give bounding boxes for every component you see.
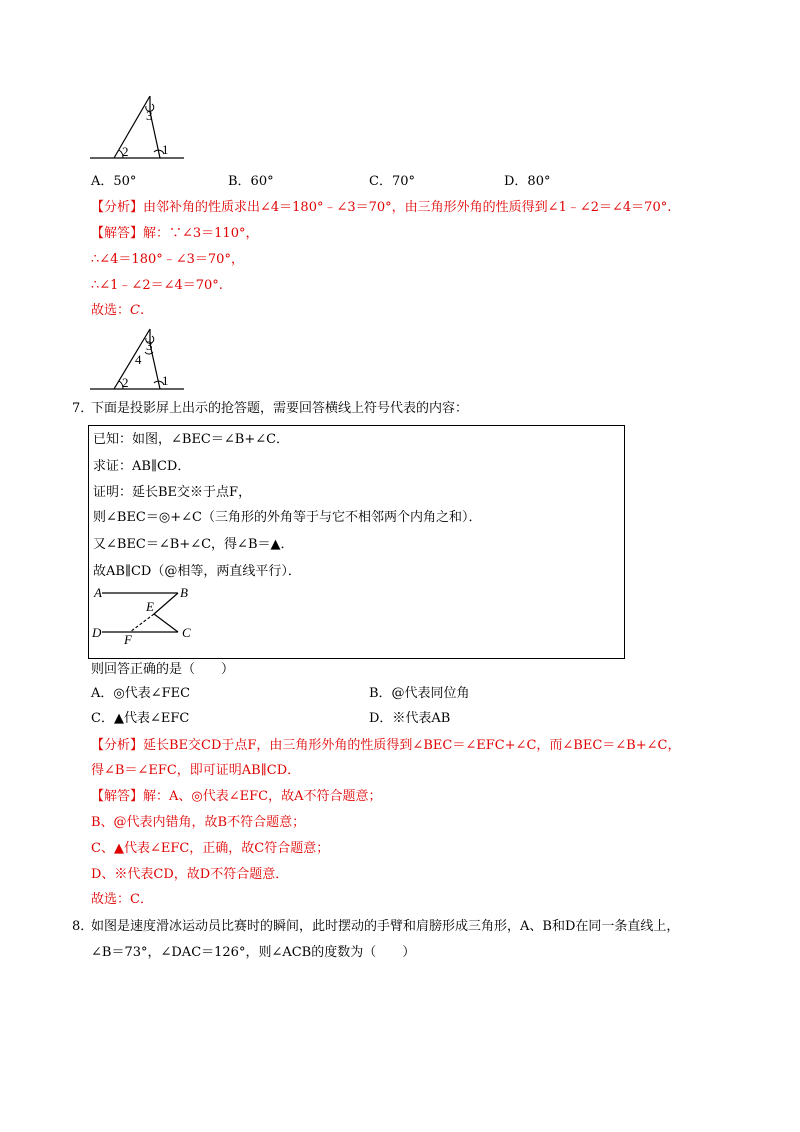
q7-solution-line-5: 故选：C． [91,892,153,907]
box-proof-line-4: 故AB∥CD（@相等，两直线平行）． [93,564,301,579]
q6-option-d: D．80° [504,174,551,189]
angle-label-2: 2 [122,144,129,159]
q7-option-d: D．※代表AB [369,711,451,726]
box-prove: 求证：AB∥CD． [93,459,191,474]
q7-number: 7． [72,401,94,416]
point-label-b: B [180,585,188,600]
point-label-d: D [92,625,102,640]
angle-figure-2 [86,326,196,394]
q7-option-c: C．▲代表∠EFC [91,711,190,726]
q8-line-1: 如图是速度滑冰运动员比赛时的瞬间，此时摆动的手臂和肩膀形成三角形，A、B和D在同一条直线上， [91,919,680,934]
q8-number: 8． [72,919,94,934]
parallel-lines-figure [92,584,204,646]
angle-label-1: 1 [162,142,169,157]
q6-solution-line-2: ∴∠4＝180°﹣∠3＝70°， [91,252,244,267]
q7-analysis-line-2: 得∠B＝∠EFC，即可证明AB∥CD． [91,763,301,778]
q7-option-a: A．◎代表∠FEC [91,686,191,701]
angle-figure-1 [86,92,196,162]
q7-solution-line-2: B、@代表内错角，故B不符合题意； [91,815,306,830]
q6-option-c: C．70° [369,174,415,189]
box-given: 已知：如图，∠BEC＝∠B+∠C． [93,432,290,447]
q7-solution-line-4: D、※代表CD，故D不符合题意． [91,867,289,882]
q6-solution-line-1: 【解答】解：∵∠3＝110°， [91,226,259,241]
point-label-f: F [124,632,132,646]
point-label-a: A [94,585,102,600]
q6-solution-line-3: ∴∠1﹣∠2＝∠4＝70°. [91,278,223,293]
angle-label-3: 3 [146,338,153,353]
q7-analysis-line-1: 【分析】延长BE交CD于点F，由三角形外角的性质得到∠BEC＝∠EFC+∠C，而∠BEC＝∠B+∠C， [91,738,681,753]
angle-label-3: 3 [146,108,153,123]
q6-option-b: B．60° [228,174,274,189]
angle-label-4: 4 [135,352,142,367]
point-label-c: C [182,625,191,640]
q7-stem: 下面是投影屏上出示的抢答题，需要回答横线上符号代表的内容： [91,401,469,416]
box-proof-line-1: 证明：延长BE交※于点F， [93,485,252,500]
q7-solution-line-1: 【解答】解：A、◎代表∠EFC，故A不符合题意； [91,789,382,804]
angle-label-2: 2 [122,375,129,390]
q7-prompt: 则回答正确的是（ ） [91,662,235,677]
point-label-e: E [146,599,154,614]
box-proof-line-3: 又∠BEC＝∠B+∠C，得∠B＝▲． [93,537,294,552]
box-proof-line-2: 则∠BEC＝◎+∠C（三角形的外角等于与它不相邻两个内角之和）． [93,510,482,525]
q6-option-a: A．50° [91,174,137,189]
angle-label-1: 1 [162,373,169,388]
q6-analysis: 【分析】由邻补角的性质求出∠4＝180°﹣∠3＝70°，由三角形外角的性质得到∠1﹣∠2＝∠4＝70°. [91,200,672,215]
q7-option-b: B．@代表同位角 [369,686,470,701]
q6-choice: 故选：C. [91,303,145,318]
q7-solution-line-3: C、▲代表∠EFC，正确，故C符合题意； [91,841,330,856]
q8-line-2: ∠B＝73°，∠DAC＝126°，则∠ACB的度数为（ ） [91,945,416,960]
